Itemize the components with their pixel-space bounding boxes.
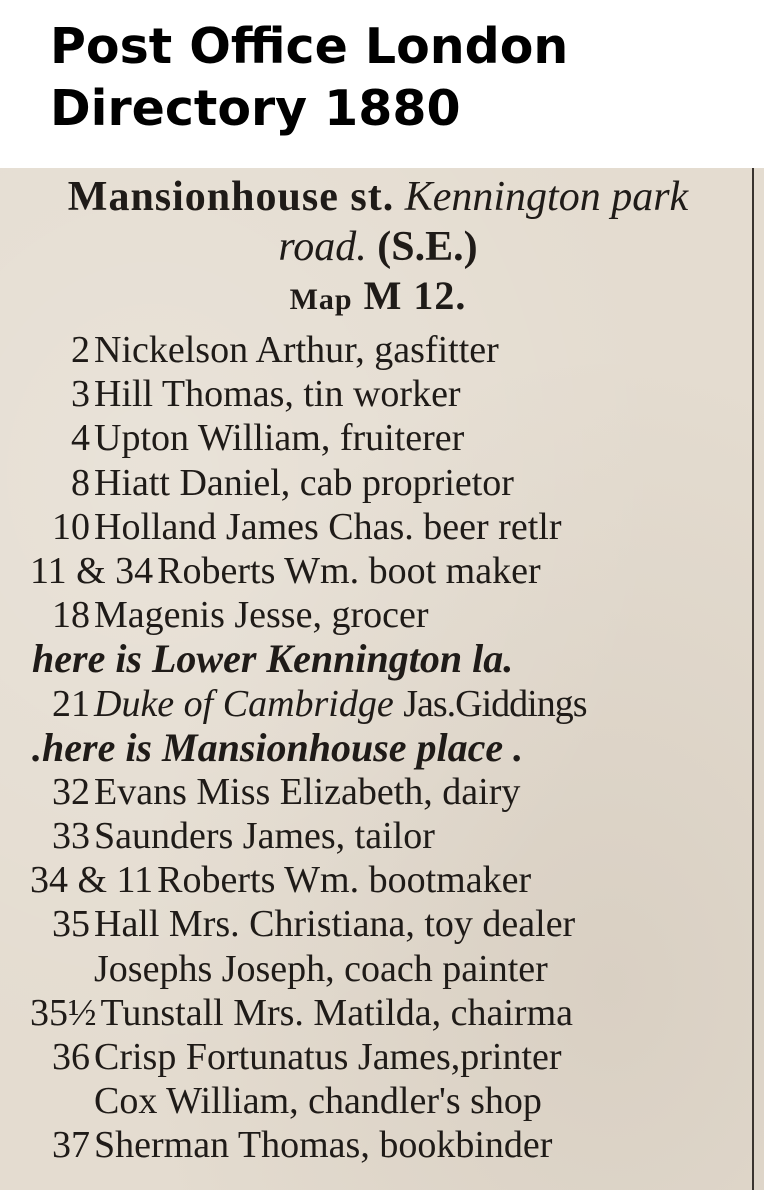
occupant-text: Holland James Chas. beer retlr xyxy=(94,505,562,548)
house-number: 21 xyxy=(52,682,90,725)
occupant-text: Tunstall Mrs. Matilda, chairma xyxy=(100,991,573,1034)
caption-line-2: Directory 1880 xyxy=(50,80,461,137)
occupant-text: Josephs Joseph, coach painter xyxy=(94,947,548,990)
occupant-text: Hiatt Daniel, cab proprietor xyxy=(94,461,514,504)
directory-entry xyxy=(30,1079,745,1123)
directory-entry xyxy=(30,858,745,902)
occupant-text: Crisp Fortunatus James,printer xyxy=(94,1036,562,1078)
occupant-text: Jas.Giddings xyxy=(403,682,587,725)
house-number: 11 & 34 xyxy=(30,549,154,592)
occupant-text: Cox William, chandler's shop xyxy=(94,1080,542,1123)
directory-entry xyxy=(30,549,745,593)
house-number: 33 xyxy=(52,815,90,858)
house-number: 3 xyxy=(71,373,90,416)
house-number: 10 xyxy=(52,505,90,548)
occupant-text: Saunders James, tailor xyxy=(94,815,435,858)
directory-entry xyxy=(30,682,745,726)
directory-entry xyxy=(30,991,745,1035)
directory-entry xyxy=(30,328,745,372)
house-number: 4 xyxy=(71,417,90,460)
house-number: 34 & 11 xyxy=(30,859,154,902)
house-number: 37 xyxy=(52,1124,90,1167)
house-number: 8 xyxy=(71,461,90,504)
postal-district: (S.E.) xyxy=(377,224,478,270)
directory-entry xyxy=(30,416,745,460)
directory-entry xyxy=(30,505,745,549)
directory-entry xyxy=(30,902,745,946)
house-number: 35½ xyxy=(30,991,97,1034)
occupant-text: Roberts Wm. boot maker xyxy=(157,549,541,592)
image-caption xyxy=(50,16,740,140)
directory-entry xyxy=(30,1035,745,1079)
house-number: 36 xyxy=(52,1036,90,1078)
directory-entries xyxy=(30,328,745,1168)
house-number: 32 xyxy=(52,770,90,813)
cross-street-note: here is Lower Kennington la. xyxy=(32,636,514,682)
directory-entry xyxy=(30,461,745,505)
map-label: Map xyxy=(289,283,353,316)
directory-page-scan xyxy=(0,168,764,1190)
occupant-text: Magenis Jesse, grocer xyxy=(94,594,429,637)
occupant-text: Hill Thomas, tin worker xyxy=(94,373,461,416)
house-number: 2 xyxy=(71,329,90,371)
street-location: Kennington park road. xyxy=(278,174,689,270)
public-house-name: Duke of Cambridge xyxy=(94,682,394,725)
map-reference xyxy=(28,274,728,322)
directory-entry xyxy=(30,770,745,814)
house-number: 18 xyxy=(52,594,90,637)
occupant-text: Evans Miss Elizabeth, dairy xyxy=(94,770,521,813)
street-heading xyxy=(28,172,728,272)
occupant-text: Sherman Thomas, bookbinder xyxy=(94,1124,553,1167)
column-rule xyxy=(752,168,754,1190)
directory-entry xyxy=(30,593,745,637)
map-grid-ref: M 12. xyxy=(363,273,467,318)
directory-entry xyxy=(30,372,745,416)
occupant-text: Nickelson Arthur, gasfitter xyxy=(94,329,499,371)
occupant-text: Upton William, fruiterer xyxy=(94,417,465,460)
directory-entry xyxy=(30,814,745,858)
occupant-text: Hall Mrs. Christiana, toy dealer xyxy=(94,903,576,946)
directory-entry xyxy=(30,1123,745,1167)
directory-entry xyxy=(30,947,745,991)
occupant-text: Roberts Wm. bootmaker xyxy=(157,859,532,902)
street-name: Mansionhouse st. xyxy=(67,174,395,220)
caption-line-1: Post Office London xyxy=(50,18,569,75)
house-number: 35 xyxy=(52,903,90,946)
cross-street-note: .here is Mansionhouse place . xyxy=(32,724,524,770)
